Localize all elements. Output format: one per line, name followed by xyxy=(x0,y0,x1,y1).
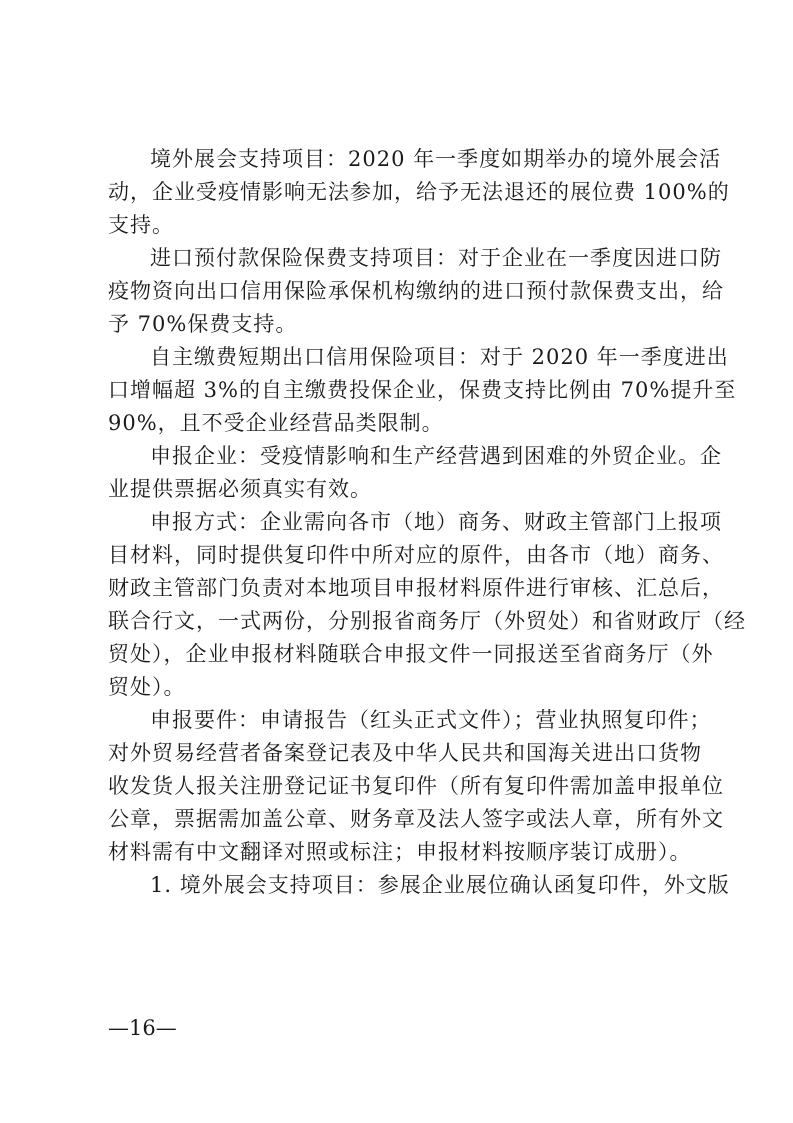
text-line: 口增幅超 3%的自主缴费投保企业，保费支持比例由 70%提升至 xyxy=(108,378,737,402)
text-line: 材料需有中文翻译对照或标注；申报材料按顺序装订成册）。 xyxy=(108,840,692,864)
text-line: 财政主管部门负责对本地项目申报材料原件进行审核、汇总后， xyxy=(108,576,724,600)
text-line: 动，企业受疫情影响无法参加，给予无法退还的展位费 100%的 xyxy=(108,180,730,204)
document-body xyxy=(108,143,746,902)
text-line: 申报方式：企业需向各市（地）商务、财政主管部门上报项 xyxy=(150,510,722,534)
text-line: 收发货人报关注册登记证书复印件（所有复印件需加盖申报单位 xyxy=(108,774,724,798)
text-line: 申报要件：申请报告（红头正式文件）；营业执照复印件； xyxy=(150,708,712,732)
text-line: 予 70%保费支持。 xyxy=(108,312,298,336)
text-line: 自主缴费短期出口信用保险项目：对于 2020 年一季度进出 xyxy=(150,345,729,369)
text-line: 90%，且不受企业经营品类限制。 xyxy=(108,411,444,435)
text-line: 业提供票据必须真实有效。 xyxy=(108,477,372,501)
text-line: 疫物资向出口信用保险承保机构缴纳的进口预付款保费支出，给 xyxy=(108,279,724,303)
text-line: 目材料，同时提供复印件中所对应的原件，由各市（地）商务、 xyxy=(108,543,724,567)
text-line: 贸处），企业申报材料随联合申报文件一同报送至省商务厅（外 xyxy=(108,642,714,666)
page-number: —16— xyxy=(108,1016,177,1040)
text-line: 公章，票据需加盖公章、财务章及法人签字或法人章，所有外文 xyxy=(108,807,724,831)
text-line: 支持。 xyxy=(108,213,174,237)
text-line: 境外展会支持项目：2020 年一季度如期举办的境外展会活 xyxy=(150,147,722,171)
text-line: 联合行文，一式两份，分别报省商务厅（外贸处）和省财政厅（经 xyxy=(108,609,746,633)
text-line: 申报企业：受疫情影响和生产经营遇到困难的外贸企业。企 xyxy=(150,444,722,468)
text-line: 进口预付款保险保费支持项目：对于企业在一季度因进口防 xyxy=(150,246,722,270)
text-line: 贸处）。 xyxy=(108,675,186,699)
text-line: 1. 境外展会支持项目：参展企业展位确认函复印件，外文版 xyxy=(150,873,730,897)
text-line: 对外贸易经营者备案登记表及中华人民共和国海关进出口货物 xyxy=(108,741,702,765)
